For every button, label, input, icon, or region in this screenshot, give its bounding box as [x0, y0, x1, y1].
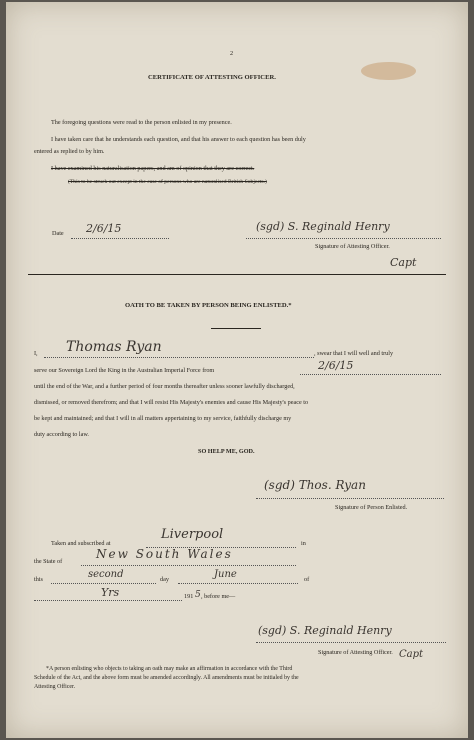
- in-label: in: [301, 540, 306, 547]
- oath-i-label: I,: [34, 350, 38, 357]
- attesting-rank: Capt: [399, 649, 424, 660]
- month-line: [178, 583, 298, 584]
- year-text: 191: [184, 593, 194, 600]
- footnote-line1: *A person enlisting who objects to taking an oath may make an affirmation in accordance with the Third: [46, 666, 293, 672]
- officer-signature: (sgd) S. Reginald Henry: [256, 220, 390, 233]
- oath-line2: serve our Sovereign Lord the King in the Australian Imperial Force from: [34, 367, 215, 374]
- day-label: day: [160, 576, 169, 583]
- state-value: New South Wales: [96, 547, 233, 561]
- name-line: [44, 357, 314, 358]
- certificate-para1: The foregoing questions were read to the person enlisted in my presence.: [51, 119, 232, 126]
- oath-title-rule: [211, 328, 261, 329]
- month-value: June: [214, 569, 237, 580]
- footnote-line3: Attesting Officer.: [34, 684, 76, 690]
- attesting-signature: (sgd) S. Reginald Henry: [258, 624, 392, 637]
- of-label: of: [304, 576, 310, 583]
- state-label: the State of: [34, 558, 63, 565]
- taken-label: Taken and subscribed at: [51, 540, 111, 547]
- oath-title: OATH TO BE TAKEN BY PERSON BEING ENLISTED.*: [125, 302, 292, 309]
- before-label: , before me—: [201, 593, 236, 600]
- oath-line5: be kept and maintained; and that I will in all matters appertaining to my service, faithfully discharge my: [34, 415, 292, 422]
- page-number: 2: [230, 50, 234, 57]
- person-signature: (sgd) Thos. Ryan: [264, 478, 366, 492]
- place-value: Liverpool: [161, 527, 224, 542]
- certificate-title: CERTIFICATE OF ATTESTING OFFICER.: [148, 74, 276, 81]
- this-label: this: [34, 576, 43, 583]
- oath-line6: duty according to law.: [34, 431, 89, 438]
- officer-signature-line: [246, 238, 441, 239]
- day-value: second: [88, 569, 124, 580]
- person-signature-label: Signature of Person Enlisted.: [335, 504, 408, 511]
- day-line: [51, 583, 156, 584]
- year-prefix: Yrs: [101, 586, 120, 599]
- certificate-struck2: (This to be struck out except in the case of persons who are naturalised British Subjects.): [68, 179, 267, 185]
- attestation-page: [6, 2, 468, 738]
- from-date: 2/6/15: [318, 359, 354, 372]
- stain-mark: [361, 62, 416, 80]
- date-line: [71, 238, 169, 239]
- date-value: 2/6/15: [86, 222, 122, 235]
- certificate-para2b: entered as replied to by him.: [34, 148, 105, 155]
- section-divider: [28, 274, 446, 275]
- officer-signature-label: Signature of Attesting Officer.: [315, 243, 390, 250]
- year-line: [34, 600, 182, 601]
- oath-line4: dismissed, or removed therefrom; and that I will resist His Majesty's enemies and cause His Majesty's peace to: [34, 399, 309, 406]
- oath-line1-end: , swear that I will well and truly: [314, 350, 394, 357]
- year-digit: 5: [195, 590, 201, 600]
- from-date-line: [300, 374, 441, 375]
- attesting-signature-label: Signature of Attesting Officer.: [318, 649, 393, 656]
- attesting-signature-line: [256, 642, 446, 643]
- enlistee-name: Thomas Ryan: [66, 339, 162, 355]
- certificate-para2a: I have taken care that he understands each question, and that his answer to each question has been duly: [51, 136, 306, 143]
- date-label: Date: [52, 230, 64, 237]
- oath-closing: SO HELP ME, GOD.: [198, 448, 255, 455]
- state-line: [81, 565, 296, 566]
- person-signature-line: [256, 498, 444, 499]
- certificate-struck1: I have examined his naturalisation papers, and am of opinion that they are correct.: [51, 165, 255, 172]
- officer-rank: Capt: [390, 256, 417, 269]
- footnote-line2: Schedule of the Act, and the above form must be amended accordingly. All amendments must be initialed by the: [34, 675, 299, 681]
- oath-line3: until the end of the War, and a further period of four months thereafter unless sooner lawfully discharged,: [34, 383, 295, 390]
